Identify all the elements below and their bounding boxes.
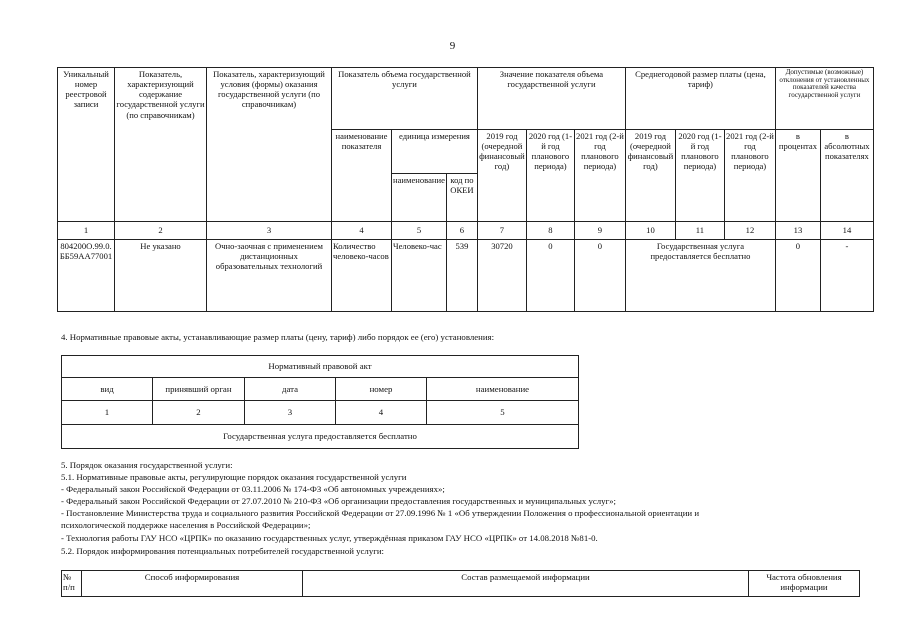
col-number: 10 [625, 222, 675, 240]
page-number: 9 [449, 40, 456, 52]
header-deviations: Допустимые (возможные) отклонения от установленных показателей качества государственной услуги [775, 68, 873, 130]
cell-unit-name: Человеко-час [392, 240, 447, 312]
col-number: 11 [675, 222, 724, 240]
section-4-heading: 4. Нормативные правовые акты, устанавливающие размер платы (цену, тариф) либо порядок ее (его) установления: [61, 332, 495, 342]
cell-indicator-name: Количество человеко-часов [332, 240, 392, 312]
header-unique-number: Уникальный номер реестровой записи [58, 68, 115, 222]
cell-dev-percent: 0 [775, 240, 820, 312]
col-number: 9 [574, 222, 625, 240]
header-year-2020: 2020 год (1-й год планового периода) [526, 130, 574, 222]
col-number: 1 [58, 222, 115, 240]
section-5-line: - Технология работы ГАУ НСО «ЦРПК» по оказанию государственных услуг, утверждённая приказом ГАУ НСО «ЦРПК» от 14.08.2018 №81-0. [61, 533, 598, 543]
col-number: 4 [336, 401, 427, 425]
column-header: Способ информирования [82, 571, 303, 597]
header-fee-2020: 2020 год (1-й год планового периода) [675, 130, 724, 222]
normative-act-title: Нормативный правовой акт [62, 356, 579, 378]
header-fee-2021: 2021 год (2-й год планового периода) [724, 130, 775, 222]
column-header: принявший орган [153, 378, 245, 401]
cell-value-2019: 30720 [477, 240, 526, 312]
section-5-line: психологической поддержке населения в Российской Федерации»; [61, 520, 311, 530]
section-5-line: 5.2. Порядок информирования потенциальных потребителей государственной услуги: [61, 546, 384, 556]
cell-value-2021: 0 [574, 240, 625, 312]
header-indicator-name: наименование показателя [332, 130, 392, 222]
col-number: 3 [207, 222, 332, 240]
col-number: 2 [153, 401, 245, 425]
cell-unique-number: 804200О.99.0.ББ59АА77001 [58, 240, 115, 312]
section-5-line: - Федеральный закон Российской Федерации от 27.07.2010 № 210-ФЗ «Об организации предоставления государственных и муниципальных услуг»; [61, 496, 616, 506]
cell-conditions: Очно-заочная с применением дистанционных образовательных технологий [207, 240, 332, 312]
informing-table [61, 570, 860, 597]
header-year-2019: 2019 год (очередной финансовый год) [477, 130, 526, 222]
section-5-line: 5.1. Нормативные правовые акты, регулирующие порядок оказания государственной услуги [61, 472, 407, 482]
section-5-line: - Федеральный закон Российской Федерации от 03.11.2006 № 174-ФЗ «Об автономных учреждениях»; [61, 484, 445, 494]
volume-indicators-table [57, 67, 874, 312]
col-number: 7 [477, 222, 526, 240]
column-header: наименование [427, 378, 579, 401]
col-number: 3 [245, 401, 336, 425]
header-volume-value: Значение показателя объема государственной услуги [477, 68, 625, 130]
section-5-line: 5. Порядок оказания государственной услуги: [61, 460, 233, 470]
header-avg-fee: Среднегодовой размер платы (цена, тариф) [625, 68, 775, 130]
col-number: 5 [427, 401, 579, 425]
header-content-indicator: Показатель, характеризующий содержание государственной услуги (по справочникам) [115, 68, 207, 222]
header-volume-indicator: Показатель объема государственной услуги [332, 68, 478, 130]
normative-act-note: Государственная услуга предоставляется бесплатно [62, 425, 579, 449]
column-header: № п/п [62, 571, 82, 597]
column-header: номер [336, 378, 427, 401]
col-number: 4 [332, 222, 392, 240]
header-okei-code: код по ОКЕИ [446, 174, 477, 222]
column-header: дата [245, 378, 336, 401]
column-header: Состав размещаемой информации [303, 571, 749, 597]
header-unit-name: наименование [392, 174, 447, 222]
col-number: 1 [62, 401, 153, 425]
header-dev-absolute: в абсолютных показателях [820, 130, 873, 222]
column-header: вид [62, 378, 153, 401]
normative-acts-table [61, 355, 579, 449]
col-number: 2 [115, 222, 207, 240]
cell-value-2020: 0 [526, 240, 574, 312]
section-5-line: - Постановление Министерства труда и социального развития Российской Федерации от 27.09.1996 № 1 «Об утверждении Положения о профессиональной ориентации и [61, 508, 700, 518]
column-header: Частота обновления информации [749, 571, 860, 597]
col-number: 6 [446, 222, 477, 240]
cell-content: Не указано [115, 240, 207, 312]
col-number: 14 [820, 222, 873, 240]
cell-dev-absolute: - [820, 240, 873, 312]
col-number: 8 [526, 222, 574, 240]
col-number: 12 [724, 222, 775, 240]
header-conditions-indicator: Показатель, характеризующий условия (формы) оказания государственной услуги (по справочникам) [207, 68, 332, 222]
col-number: 13 [775, 222, 820, 240]
col-number: 5 [392, 222, 447, 240]
cell-okei-code: 539 [446, 240, 477, 312]
header-unit: единица измерения [392, 130, 478, 174]
cell-fee-note: Государственная услуга предоставляется бесплатно [625, 240, 775, 312]
header-fee-2019: 2019 год (очередной финансовый год) [625, 130, 675, 222]
header-year-2021: 2021 год (2-й год планового периода) [574, 130, 625, 222]
header-dev-percent: в процентах [775, 130, 820, 222]
